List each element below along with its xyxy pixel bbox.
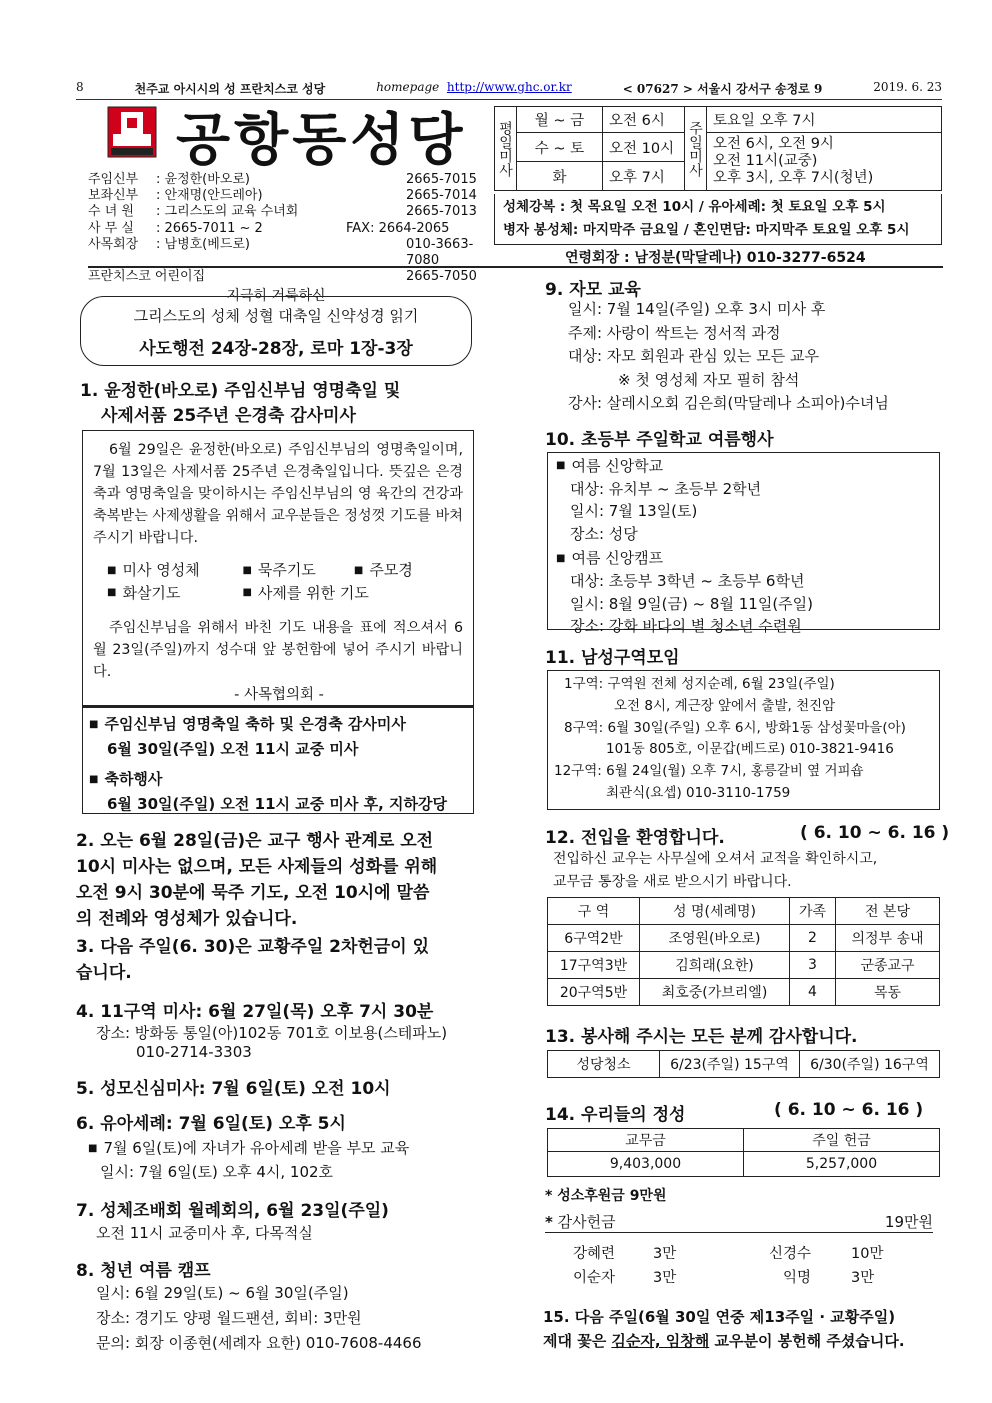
section-6-title: 6. 유아세례: 7월 6일(토) 오후 5시 bbox=[76, 1114, 346, 1134]
section-2: 2. 오는 6월 28일(금)은 교구 행사 관계로 오전 10시 미사는 없으며, 모든 사제들의 성화를 위해 오전 9시 30분에 묵주 기도, 오전 10시에 말씀 의 전례와 영성체가 있습니다. bbox=[76, 831, 438, 929]
table-row: 20구역5반 최호중(가브리엘) 4 목동 bbox=[548, 979, 940, 1006]
bible-reading-box bbox=[80, 296, 472, 366]
staff-fax: FAX: 2664-2065 bbox=[346, 220, 450, 236]
column-header: 구 역 bbox=[548, 898, 640, 925]
staff-phone: 2665-7015 bbox=[406, 172, 477, 187]
section-12-note: 전입하신 교우는 사무실에 오셔서 교적을 확인하시고, 교무금 통장을 새로 받으시기 바랍니다. bbox=[553, 851, 878, 890]
group-line: 101동 805호, 이문갑(베드로) 010-3821-9416 bbox=[606, 741, 894, 758]
thanks-total: 19만원 bbox=[884, 1213, 933, 1231]
section-14-period: ( 6. 10 ~ 6. 16 ) bbox=[774, 1100, 924, 1120]
staff-role: 프란치스코 어린이집 bbox=[88, 269, 206, 285]
program-place: 장소: 강화 바다의 별 청소년 수련원 bbox=[570, 617, 802, 635]
section-4-phone: 010-2714-3303 bbox=[136, 1043, 252, 1061]
prayer-submit-paragraph: 주임신부님을 위해서 바친 기도 내용을 표에 적으셔서 6월 23일(주일)까지 성수대 앞 봉헌함에 넣어 주시기 바랍니다. bbox=[93, 620, 463, 680]
staff-list bbox=[88, 172, 486, 285]
column-header: 교무금 bbox=[548, 1129, 744, 1152]
section-3: 3. 다음 주일(6. 30)은 교황주일 2차헌금이 있 습니다. bbox=[76, 937, 430, 983]
event-time: 6월 30일(주일) 오전 11시 교중 미사 후, 지하강당 bbox=[107, 795, 447, 813]
section-6-note: 7월 6일(토)에 자녀가 유아세례 받을 부모 교육 bbox=[103, 1139, 410, 1157]
summer-program-box: ■ 여름 신앙학교 대상: 유치부 ~ 초등부 2학년 일시: 7월 13일(토) 장소: 성당 ■ 여름 신앙캠프 대상: 초등부 3학년 ~ 초등부 6학년 일시: 8월 9일(금) ~ 8월 11일(주일) 장소: 강화 바다의 별 청소년 수련원 bbox=[547, 452, 940, 630]
new-parishioners-table bbox=[547, 897, 940, 1006]
program-title: 여름 신앙캠프 bbox=[571, 549, 664, 568]
group-line: 오전 8시, 계근장 앞에서 출발, 천진암 bbox=[614, 697, 836, 714]
program-target: 대상: 초등부 3학년 ~ 초등부 6학년 bbox=[570, 572, 805, 590]
section-6-time: 일시: 7월 6일(토) 오후 4시, 102호 bbox=[100, 1163, 334, 1181]
section-12-title: 12. 전입을 환영합니다. bbox=[545, 828, 725, 848]
mass-day: 월 ~ 금 bbox=[517, 107, 603, 133]
mens-group-box bbox=[547, 670, 940, 810]
reading-kicker: 지극히 거룩하신 bbox=[226, 288, 326, 304]
section-8-details: 일시: 6월 29일(토) ~ 6월 30일(주일) 장소: 경기도 양평 월드팬션, 회비: 3만원 문의: 회장 이종현(세례자 요한) 010-7608-4466 bbox=[96, 1284, 422, 1352]
event-time: 6월 30일(주일) 오전 11시 교중 미사 bbox=[107, 740, 359, 758]
prayer-options: ■ 미사 영성체 ■ 묵주기도 ■ 주모경 ■ 화살기도 ■ 사제를 위한 기도 bbox=[107, 561, 413, 602]
section-10-title: 10. 초등부 주일학교 여름행사 bbox=[545, 430, 774, 450]
address: < 07627 > 서울시 강서구 송정로 9 bbox=[622, 82, 823, 96]
mass-time: 오전 6시 bbox=[603, 107, 685, 133]
vocation-fund: * 성소후원금 9만원 bbox=[545, 1188, 667, 1204]
column-header: 주일 헌금 bbox=[744, 1129, 940, 1152]
event-title: 축하행사 bbox=[104, 770, 163, 788]
feast-event-box: ■ 주임신부님 영명축일 축하 및 은경축 감사미사 6월 30일(주일) 오전 11시 교중 미사 ■ 축하행사 6월 30일(주일) 오전 11시 교중 미사 후, 지하강당 bbox=[82, 706, 474, 814]
program-target: 대상: 유치부 ~ 초등부 2학년 bbox=[570, 479, 762, 498]
sunday-mass-time: 토요일 오후 7시 bbox=[707, 107, 942, 133]
organization-name: 천주교 아시시의 성 프란치스코 성당 bbox=[134, 82, 326, 96]
program-title: 여름 신앙학교 bbox=[571, 457, 664, 475]
donor-list: 강혜련 3만 신경수 10만 이순자 3만 익명 3만 bbox=[573, 1246, 884, 1286]
staff-phone: 2665-7050 bbox=[406, 269, 477, 285]
section-9-details: 일시: 7월 14일(주일) 오후 3시 미사 후 주제: 사랑이 싹트는 정서적 과정 대상: 자모 회원과 관심 있는 모든 교우 ※ 첫 영성체 자모 필히 참석 강사: 살레시오회 김은희(막달레나 소피아)수녀님 bbox=[568, 300, 889, 412]
sacrament-notes: 성체강복 : 첫 목요일 오전 10시 / 유아세례: 첫 토요일 오후 5시 병자 봉성체: 마지막주 금요일 / 혼인면담: 마지막주 토요일 오후 5시 bbox=[494, 194, 942, 245]
column-header: 전 본당 bbox=[836, 898, 940, 925]
homepage-label: homepage bbox=[376, 80, 440, 94]
staff-name: : 그리스도의 교육 수녀회 bbox=[156, 204, 299, 220]
staff-phone: 2665-7013 bbox=[406, 204, 477, 220]
thanks-label: 감사헌금 bbox=[557, 1213, 616, 1231]
group-line: 8구역: 6월 30일(주일) 오후 6시, 방화1동 삼성꽃마을(아) bbox=[564, 719, 906, 736]
mass-day: 수 ~ 토 bbox=[517, 133, 603, 162]
homepage-link[interactable]: http://www.ghc.or.kr bbox=[446, 80, 572, 94]
page-number: 8 bbox=[76, 80, 84, 94]
offering-table bbox=[547, 1128, 940, 1177]
table-row: 17구역3반 김희래(요한) 3 군종교구 bbox=[548, 952, 940, 979]
staff-name: : 2665-7011 ~ 2 bbox=[156, 220, 263, 236]
group-line: 최관식(요셉) 010-3110-1759 bbox=[606, 784, 791, 801]
staff-role: 사목회장 bbox=[88, 236, 139, 252]
reading-chapters: 사도행전 24장-28장, 로마 1장-3장 bbox=[139, 339, 413, 359]
program-place: 장소: 성당 bbox=[570, 524, 638, 543]
column-header: 성 명(세례명) bbox=[640, 898, 790, 925]
feast-paragraph: 6월 29일은 윤정한(바오로) 주임신부님의 영명축일이며, 7월 13일은 사제서품 25주년 은경축일입니다. 뜻깊은 은경축과 영명축일을 맞이하시는 주임신부님의 영 육간의 건강과 축복받는 사제생활을 위해서 교우분들은 정성껏 기도를 바쳐 주시기 바랍니다. bbox=[93, 442, 463, 546]
weekday-mass-label: 평일미사 bbox=[495, 107, 517, 191]
section-4-place: 장소: 방화동 통일(아)102동 701호 이보용(스테파노) bbox=[96, 1024, 448, 1042]
section-4-title: 4. 11구역 미사: 6월 27일(목) 오후 7시 30분 bbox=[76, 1002, 434, 1022]
section-15: 15. 다음 주일(6월 30일 연중 제13주일 · 교황주일) 제대 꽃은 김순자, 임창해 교우분이 봉헌해 주셨습니다. bbox=[543, 1308, 905, 1350]
section-1-title: 1. 윤정한(바오로) 주임신부님 영명축일 및 bbox=[80, 381, 401, 401]
flower-donors: 김순자, 임창해 bbox=[611, 1332, 710, 1350]
section-13-title: 13. 봉사해 주시는 모든 분께 감사합니다. bbox=[545, 1027, 858, 1047]
group-line: 12구역: 6월 24일(월) 오후 7시, 홍릉갈비 옆 거피숍 bbox=[554, 763, 864, 780]
section-14-title: 14. 우리들의 정성 bbox=[545, 1105, 686, 1125]
church-name: 공항동성당 bbox=[176, 108, 467, 173]
table-row: 성당청소 6/23(주일) 15구역 6/30(주일) 16구역 bbox=[548, 1051, 940, 1078]
mass-time: 오전 10시 bbox=[603, 133, 685, 162]
column-header: 가족 bbox=[790, 898, 836, 925]
staff-role: 사 무 실 bbox=[88, 220, 134, 236]
section-1-subtitle: 사제서품 25주년 은경축 감사미사 bbox=[101, 406, 356, 426]
staff-phone: 010-3663-7080 bbox=[406, 236, 474, 269]
section-7-detail: 오전 11시 교중미사 후, 다목적실 bbox=[96, 1224, 313, 1242]
staff-role: 수 녀 원 bbox=[88, 204, 134, 220]
section-12-period: ( 6. 10 ~ 6. 16 ) bbox=[800, 823, 950, 843]
section-8-title: 8. 청년 여름 캠프 bbox=[76, 1261, 211, 1281]
federation-head: 연령회장 : 남정분(막달레나) 010-3277-6524 bbox=[565, 250, 866, 266]
thanksgiving-offering: * 감사헌금 19만원 bbox=[545, 1213, 933, 1231]
volunteer-table bbox=[547, 1050, 940, 1078]
section-7-title: 7. 성체조배회 월례회의, 6월 23일(주일) bbox=[76, 1201, 389, 1221]
staff-role: 주임신부 bbox=[88, 172, 139, 187]
program-date: 일시: 7월 13일(토) bbox=[570, 502, 698, 521]
mass-day: 화 bbox=[517, 162, 603, 191]
table-row: 9,403,000 5,257,000 bbox=[548, 1152, 940, 1177]
issue-date: 2019. 6. 23 bbox=[873, 80, 942, 94]
table-row: 6구역2반 조영원(바오로) 2 의정부 송내 bbox=[548, 925, 940, 952]
event-title: 주임신부님 영명축일 축하 및 은경축 감사미사 bbox=[104, 715, 406, 733]
mass-schedule-table bbox=[494, 106, 942, 191]
sunday-mass-label: 주일미사 bbox=[685, 107, 707, 191]
staff-phone: 2665-7014 bbox=[406, 188, 477, 204]
staff-name: : 윤정한(바오로) bbox=[156, 172, 251, 187]
council-signature: - 사목협의회 - bbox=[234, 687, 324, 703]
group-line: 1구역: 구역원 전체 성지순례, 6월 23일(주일) bbox=[564, 676, 835, 692]
reading-subtitle: 그리스도의 성체 성혈 대축일 신약성경 읽기 bbox=[133, 307, 419, 325]
staff-name: : 남병호(베드로) bbox=[156, 236, 251, 252]
sunday-mass-times: 오전 6시, 오전 9시 오전 11시(교중) 오후 3시, 오후 7시(청년) bbox=[707, 133, 942, 191]
section-5-title: 5. 성모신심미사: 7월 6일(토) 오전 10시 bbox=[76, 1079, 391, 1099]
staff-role: 보좌신부 bbox=[88, 188, 139, 204]
staff-name: : 안재명(안드레아) bbox=[156, 188, 263, 204]
section-11-title: 11. 남성구역모임 bbox=[545, 648, 680, 668]
program-date: 일시: 8월 9일(금) ~ 8월 11일(주일) bbox=[570, 594, 813, 613]
feast-notice-box bbox=[82, 430, 474, 706]
section-9-title: 9. 자모 교육 bbox=[545, 280, 641, 300]
header-divider bbox=[88, 266, 943, 268]
parish-logo bbox=[107, 106, 157, 158]
mass-time: 오후 7시 bbox=[603, 162, 685, 191]
